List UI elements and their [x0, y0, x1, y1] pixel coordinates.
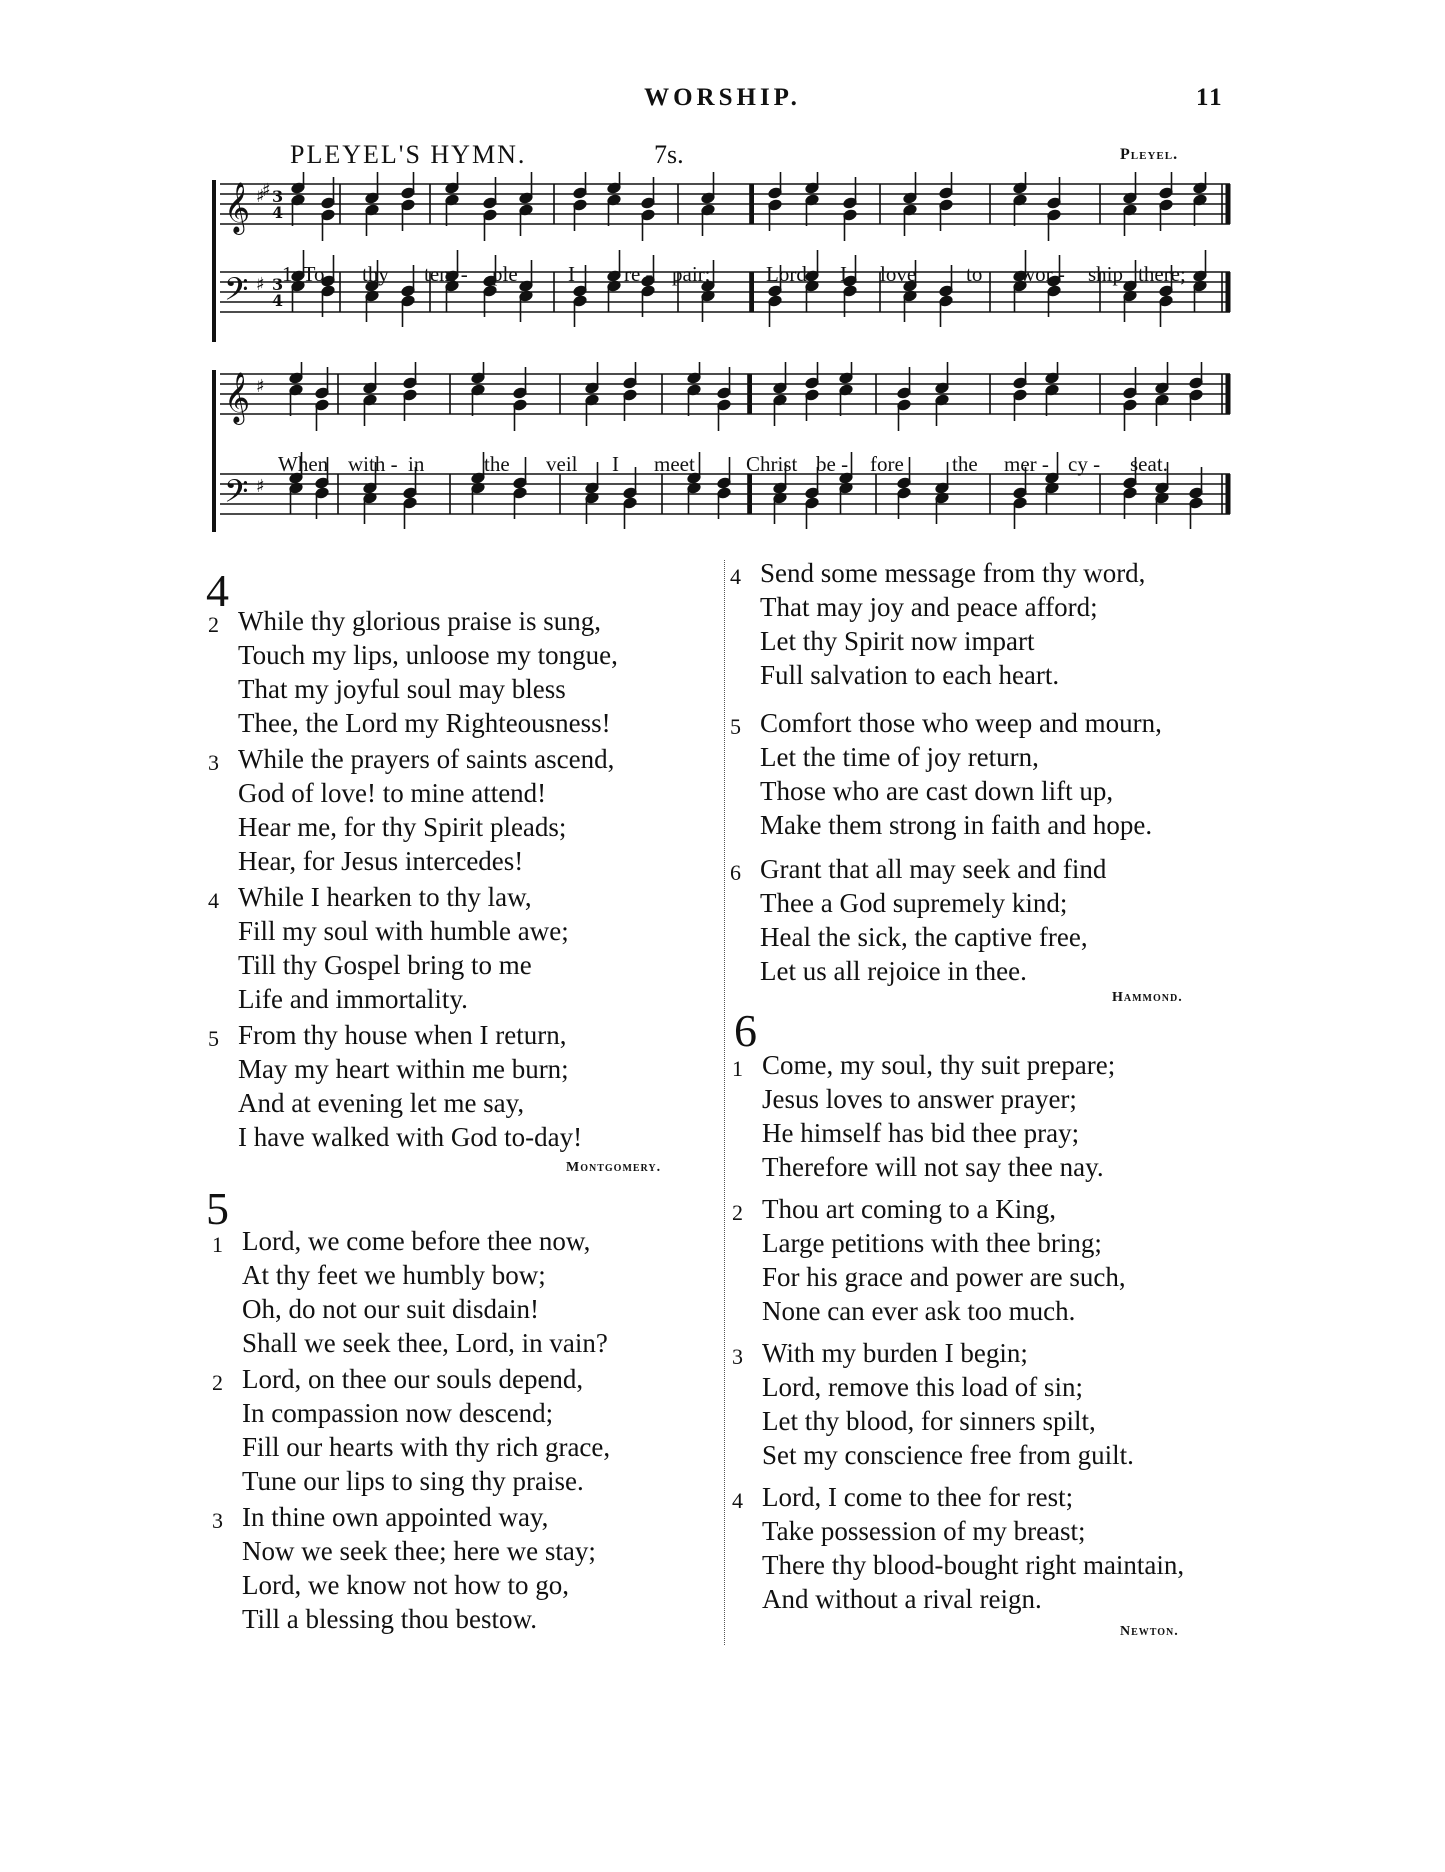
lyric-syllable: Lord, [766, 262, 813, 286]
stanza-number: 4 [732, 1488, 743, 1513]
lyric-syllable: fore [870, 452, 904, 476]
stanza-line: In thine own appointed way, [242, 1502, 549, 1532]
column-divider [724, 560, 725, 1645]
lyric-syllable: tem - [424, 262, 468, 286]
stanza-line: I have walked with God to-day! [238, 1122, 583, 1152]
stanza-line: Send some message from thy word, [760, 558, 1146, 588]
hymn-6-stanza-3 [732, 1336, 1134, 1472]
lyric-syllable: 1. To [282, 262, 325, 286]
hymn-4-stanza-3 [208, 742, 615, 878]
stanza-number: 2 [212, 1370, 223, 1395]
stanza-line: While the prayers of saints ascend, [238, 744, 615, 774]
svg-text:3: 3 [272, 275, 284, 294]
stanza-line: Let thy blood, for sinners spilt, [762, 1406, 1096, 1436]
stanza-line: While I hearken to thy law, [238, 882, 532, 912]
stanza-line: Jesus loves to answer prayer; [762, 1084, 1077, 1114]
stanza-line: Till a blessing thou bestow. [242, 1604, 538, 1634]
stanza-number: 4 [730, 564, 741, 589]
stanza-line: God of love! to mine attend! [238, 778, 547, 808]
lyric-syllable: wor - [1020, 262, 1065, 286]
stanza-line: And without a rival reign. [762, 1584, 1042, 1614]
stanza-line: Lord, we know not how to go, [242, 1570, 569, 1600]
tune-meter: 7s. [654, 140, 684, 169]
stanza-number: 5 [730, 714, 741, 739]
hymn-5-stanza-3 [212, 1500, 596, 1636]
stanza-line: Large petitions with thee bring; [762, 1228, 1102, 1258]
stanza-line: Make them strong in faith and hope. [760, 810, 1153, 840]
stanza-line: Hear, for Jesus intercedes! [238, 846, 524, 876]
svg-text:𝄢: 𝄢 [224, 271, 249, 315]
stanza-number: 3 [212, 1508, 223, 1533]
lyric-syllable: the [484, 452, 510, 476]
stanza-line: Grant that all may seek and find [760, 854, 1107, 884]
lyric-syllable: in [408, 452, 425, 476]
stanza-line: Full salvation to each heart. [760, 660, 1060, 690]
stanza-line: Set my conscience free from guilt. [762, 1440, 1134, 1470]
hymn-5-stanza-6 [730, 852, 1107, 988]
stanza-line: That my joyful soul may bless [238, 674, 566, 704]
hymn-6-stanza-4 [732, 1480, 1185, 1616]
stanza-line: Lord, we come before thee now, [242, 1226, 591, 1256]
hymn-6-author: Newton. [1120, 1624, 1179, 1639]
tune-title: PLEYEL'S HYMN. [290, 140, 527, 169]
stanza-line: Take possession of my breast; [762, 1516, 1086, 1546]
stanza-line: That may joy and peace afford; [760, 592, 1098, 622]
hymn-4-stanza-2 [208, 604, 618, 740]
hymn-number-5: 5 [206, 1183, 229, 1234]
tune-composer: Pleyel. [1120, 146, 1179, 163]
hymn-number-4: 4 [206, 565, 229, 616]
stanza-line: Fill our hearts with thy rich grace, [242, 1432, 611, 1462]
stanza-number: 1 [212, 1232, 223, 1257]
lyric-syllable: thy [362, 262, 389, 286]
stanza-line: Tune our lips to sing thy praise. [242, 1466, 584, 1496]
hymn-5-author: Hammond. [1112, 990, 1183, 1005]
svg-text:4: 4 [272, 203, 284, 222]
stanza-line: Life and immortality. [238, 984, 468, 1014]
music-system-1 [200, 172, 1240, 352]
stanza-line: Oh, do not our suit disdain! [242, 1294, 539, 1324]
lyric-syllable: re - [624, 262, 653, 286]
stanza-line: Come, my soul, thy suit prepare; [762, 1050, 1116, 1080]
svg-text:3: 3 [272, 187, 284, 206]
svg-text:𝄢: 𝄢 [224, 473, 249, 517]
stanza-line: He himself has bid thee pray; [762, 1118, 1080, 1148]
stanza-line: Let the time of joy return, [760, 742, 1039, 772]
lyric-syllable: with - [348, 452, 398, 476]
lyric-syllable: ple [492, 262, 518, 286]
stanza-line: Thee a God supremely kind; [760, 888, 1068, 918]
hymn-5-stanza-1 [212, 1224, 608, 1360]
hymn-4-stanza-5 [208, 1018, 583, 1154]
stanza-number: 3 [732, 1344, 743, 1369]
stanza-number: 2 [208, 612, 219, 637]
hymn-4-author: Montgomery. [566, 1160, 662, 1175]
stanza-line: None can ever ask too much. [762, 1296, 1076, 1326]
stanza-line: Thou art coming to a King, [762, 1194, 1056, 1224]
running-head: WORSHIP. [644, 84, 801, 111]
stanza-number: 1 [732, 1056, 743, 1081]
stanza-line: Touch my lips, unloose my tongue, [238, 640, 618, 670]
lyric-syllable: be - [816, 452, 849, 476]
svg-text:♯: ♯ [256, 476, 265, 497]
stanza-line: Now we seek thee; here we stay; [242, 1536, 596, 1566]
lyric-syllable: When [278, 452, 329, 476]
stanza-number: 3 [208, 750, 219, 775]
lyric-syllable: there; [1138, 262, 1186, 286]
stanza-line: Hear me, for thy Spirit pleads; [238, 812, 567, 842]
svg-text:♯: ♯ [256, 274, 265, 295]
hymn-number-6: 6 [734, 1005, 757, 1056]
lyric-syllable: I [612, 452, 619, 476]
lyric-syllable: I [568, 262, 575, 286]
stanza-line: Lord, I come to thee for rest; [762, 1482, 1074, 1512]
hymn-5-stanza-2 [212, 1362, 611, 1498]
stanza-line: From thy house when I return, [238, 1020, 567, 1050]
stanza-number: 5 [208, 1026, 219, 1051]
lyric-syllable: I [840, 262, 847, 286]
svg-text:♯: ♯ [256, 376, 265, 397]
lyric-syllable: cy - [1068, 452, 1101, 476]
stanza-number: 4 [208, 888, 219, 913]
stanza-line: Lord, remove this load of sin; [762, 1372, 1083, 1402]
lyric-syllable: the [952, 452, 978, 476]
lyric-syllable: meet [654, 452, 695, 476]
lyric-syllable: mer - [1004, 452, 1049, 476]
lyric-syllable: pair; [672, 262, 711, 286]
stanza-line: Fill my soul with humble awe; [238, 916, 569, 946]
lyric-syllable: to [966, 262, 983, 286]
stanza-line: Comfort those who weep and mourn, [760, 708, 1162, 738]
lyric-syllable: love [880, 262, 917, 286]
stanza-number: 2 [732, 1200, 743, 1225]
svg-text:♯: ♯ [262, 180, 271, 201]
stanza-line: And at evening let me say, [238, 1088, 525, 1118]
lyric-syllable: veil [546, 452, 578, 476]
stanza-line: Till thy Gospel bring to me [238, 950, 532, 980]
svg-text:𝄞: 𝄞 [224, 372, 251, 423]
stanza-line: Let thy Spirit now impart [760, 626, 1035, 656]
lyric-syllable: seat. [1130, 452, 1168, 476]
hymn-6-stanza-1 [732, 1048, 1116, 1184]
stanza-line: Let us all rejoice in thee. [760, 956, 1027, 986]
stanza-line: Lord, on thee our souls depend, [242, 1364, 584, 1394]
svg-text:4: 4 [272, 291, 284, 310]
stanza-line: Those who are cast down lift up, [760, 776, 1114, 806]
stanza-line: At thy feet we humbly bow; [242, 1260, 546, 1290]
stanza-line: In compassion now descend; [242, 1398, 554, 1428]
stanza-line: Shall we seek thee, Lord, in vain? [242, 1328, 608, 1358]
svg-text:𝄞: 𝄞 [224, 182, 251, 233]
page-number: 11 [1196, 84, 1224, 111]
hymn-6-stanza-2 [732, 1192, 1126, 1328]
stanza-number: 6 [730, 860, 741, 885]
stanza-line: There thy blood-bought right maintain, [762, 1550, 1185, 1580]
stanza-line: Therefore will not say thee nay. [762, 1152, 1104, 1182]
stanza-line: While thy glorious praise is sung, [238, 606, 601, 636]
stanza-line: Heal the sick, the captive free, [760, 922, 1088, 952]
stanza-line: For his grace and power are such, [762, 1262, 1126, 1292]
hymn-5-stanza-4 [730, 556, 1146, 692]
lyric-syllable: ship [1088, 262, 1124, 286]
svg-text:♯: ♯ [256, 186, 265, 207]
stanza-line: Thee, the Lord my Righteousness! [238, 708, 611, 738]
lyric-syllable: Christ [746, 452, 798, 476]
music-staves-1 [200, 172, 1240, 352]
hymn-5-stanza-5 [730, 706, 1162, 842]
stanza-line: With my burden I begin; [762, 1338, 1028, 1368]
stanza-line: May my heart within me burn; [238, 1054, 569, 1084]
hymn-4-stanza-4 [208, 880, 569, 1016]
